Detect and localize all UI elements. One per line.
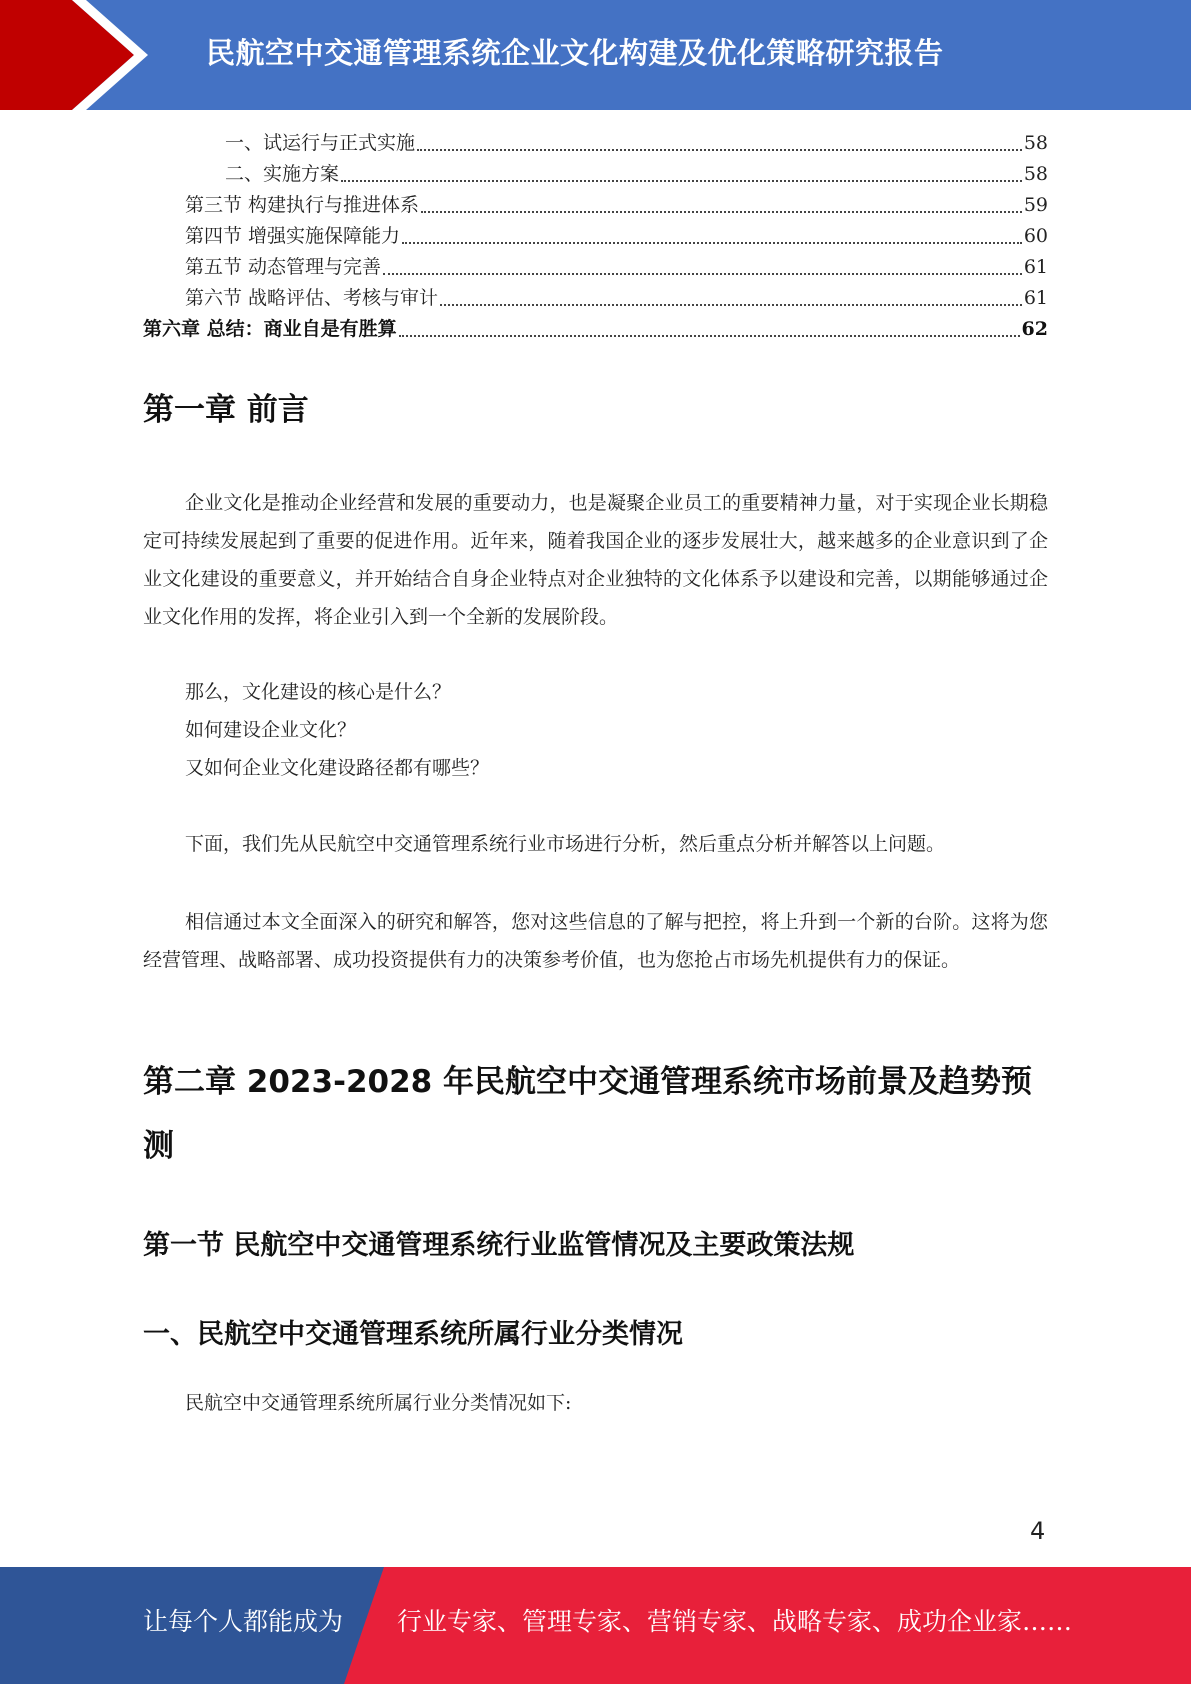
toc-dot-leader [440, 303, 1022, 306]
toc-entry-page: 60 [1023, 225, 1048, 247]
body-paragraph: 企业文化是推动企业经营和发展的重要动力，也是凝聚企业员工的重要精神力量，对于实现企业长期稳定可持续发展起到了重要的促进作用。近年来，随着我国企业的逐步发展壮大，越来越多的企业意识到了企业文化建设的重要意义，并开始结合自身企业特点对企业独特的文化体系予以建设和完善，以期能够通过企业文化作用的发挥，将企业引入到一个全新的发展阶段。 [143, 492, 1048, 628]
footer-slogan-right: 行业专家、管理专家、营销专家、战略专家、成功企业家…… [397, 1607, 1073, 1636]
question-line: 又如何企业文化建设路径都有哪些？ [185, 757, 490, 779]
toc-entry-page: 58 [1023, 163, 1048, 185]
footer-slogan-left: 让每个人都能成为 [143, 1607, 344, 1636]
toc-entry-label: 第五节 动态管理与完善 [185, 256, 382, 278]
toc-entry-label: 第三节 构建执行与推进体系 [185, 194, 420, 216]
toc-entry-label: 二、实施方案 [225, 163, 340, 185]
body-paragraph: 民航空中交通管理系统所属行业分类情况如下: [185, 1392, 572, 1414]
page-footer [0, 1567, 1191, 1684]
toc-entry-page: 58 [1023, 132, 1048, 154]
table-of-contents [143, 128, 1048, 345]
toc-entry-page: 61 [1023, 256, 1048, 278]
toc-entry-label: 第四节 增强实施保障能力 [185, 225, 401, 247]
toc-entry-page: 62 [1021, 318, 1048, 340]
section-heading: 第一节 民航空中交通管理系统行业监管情况及主要政策法规 [143, 1230, 855, 1261]
toc-entry[interactable] [143, 128, 1048, 159]
chapter-heading: 第一章 前言 [143, 392, 309, 428]
toc-dot-leader [417, 148, 1022, 151]
toc-entry[interactable] [143, 252, 1048, 283]
toc-entry[interactable] [143, 283, 1048, 314]
toc-entry[interactable] [143, 221, 1048, 252]
question-line: 那么，文化建设的核心是什么？ [185, 681, 452, 703]
toc-entry[interactable] [143, 190, 1048, 221]
question-line: 如何建设企业文化？ [185, 719, 357, 741]
subsection-heading: 一、民航空中交通管理系统所属行业分类情况 [143, 1319, 683, 1350]
report-title: 民航空中交通管理系统企业文化构建及优化策略研究报告 [206, 36, 944, 70]
chapter-heading: 第二章 2023-2028 年民航空中交通管理系统市场前景及趋势预测 [143, 1064, 1033, 1164]
body-paragraph: 相信通过本文全面深入的研究和解答，您对这些信息的了解与把控，将上升到一个新的台阶。这将为您经营管理、战略部署、成功投资提供有力的决策参考价值，也为您抢占市场先机提供有力的保证。 [143, 911, 1048, 971]
toc-dot-leader [421, 210, 1022, 213]
toc-entry-label: 第六节 战略评估、考核与审计 [185, 287, 439, 309]
body-paragraph: 下面，我们先从民航空中交通管理系统行业市场进行分析，然后重点分析并解答以上问题。 [185, 833, 946, 855]
toc-entry[interactable] [143, 314, 1048, 345]
page-header [0, 0, 1191, 110]
toc-dot-leader [402, 241, 1022, 244]
toc-entry-label: 第六章 总结：商业自是有胜算 [143, 318, 397, 340]
toc-dot-leader [399, 334, 1020, 337]
toc-entry-page: 61 [1023, 287, 1048, 309]
toc-entry-label: 一、试运行与正式实施 [225, 132, 416, 154]
toc-entry[interactable] [143, 159, 1048, 190]
page-number: 4 [1030, 1517, 1046, 1545]
toc-dot-leader [341, 179, 1022, 182]
toc-entry-page: 59 [1023, 194, 1048, 216]
toc-dot-leader [383, 272, 1022, 275]
